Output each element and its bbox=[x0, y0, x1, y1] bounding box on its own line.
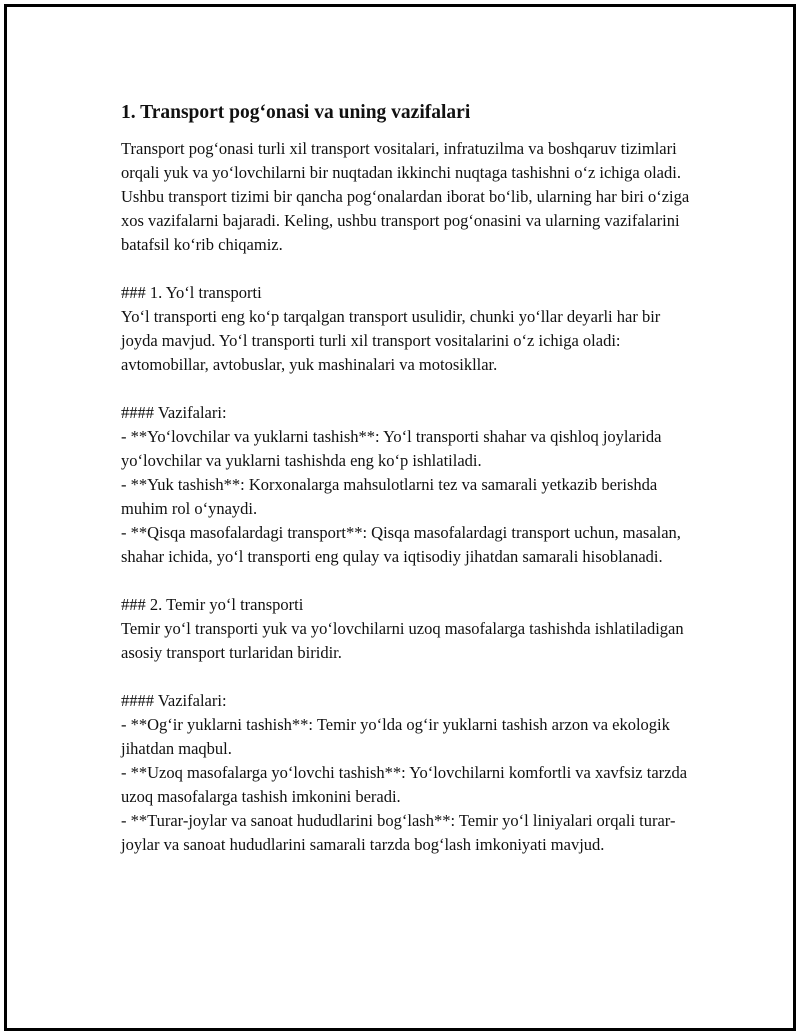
section-road-tasks bbox=[121, 401, 695, 569]
list-item: - **Yo‘lovchilar va yuklarni tashish**: Yo‘l transporti shahar va qishloq joylarida yo‘lovchilar va yuklarni tashishda eng ko‘p ishlatiladi. bbox=[121, 427, 662, 470]
document-body bbox=[121, 99, 695, 881]
section-heading: ### 2. Temir yo‘l transporti bbox=[121, 595, 304, 614]
list-item: - **Uzoq masofalarga yo‘lovchi tashish**: Yo‘lovchilarni komfortli va xavfsiz tarzda uzoq masofalarga tashish imkonini beradi. bbox=[121, 763, 688, 806]
list-item: - **Turar-joylar va sanoat hududlarini bog‘lash**: Temir yo‘l liniyalari orqali turar-joylar va sanoat hududlarini samarali tarzda bog‘lash imkoniyati mavjud. bbox=[121, 811, 676, 854]
document-title: 1. Transport pog‘onasi va uning vazifalari bbox=[121, 102, 471, 123]
list-item: - **Qisqa masofalardagi transport**: Qisqa masofalardagi transport uchun, masalan, shahar ichida, yo‘l transporti eng qulay va iqtisodiy jihatdan samarali hisoblanadi. bbox=[121, 523, 681, 566]
section-paragraph: Yo‘l transporti eng ko‘p tarqalgan transport usulidir, chunki yo‘llar deyarli har bir joyda mavjud. Yo‘l transporti turli xil transport vositalarini o‘z ichiga oladi: avtomobillar, avtobuslar, yuk mashinalari va motosikllar. bbox=[121, 307, 661, 374]
section-rail-tasks bbox=[121, 689, 695, 857]
page-frame bbox=[4, 4, 796, 1031]
list-item: - **Yuk tashish**: Korxonalarga mahsulotlarni tez va samarali yetkazib berishda muhim rol o‘ynaydi. bbox=[121, 475, 658, 518]
section-rail-transport bbox=[121, 593, 695, 665]
subsection-heading: #### Vazifalari: bbox=[121, 691, 227, 710]
list-item: - **Og‘ir yuklarni tashish**: Temir yo‘lda og‘ir yuklarni tashish arzon va ekologik jihatdan maqbul. bbox=[121, 715, 670, 758]
section-road-transport bbox=[121, 281, 695, 377]
subsection-heading: #### Vazifalari: bbox=[121, 403, 227, 422]
intro-paragraph: Transport pog‘onasi turli xil transport vositalari, infratuzilma va boshqaruv tizimlari orqali yuk va yo‘lovchilarni bir nuqtadan ikkinchi nuqtaga tashishni o‘z ichiga oladi. Ushbu transport tizimi bir qancha pog‘onalardan iborat bo‘lib, ularning har biri o‘ziga xos vazifalarni bajaradi. Keling, ushbu transport pog‘onasini va ularning vazifalarini batafsil ko‘rib chiqamiz. bbox=[121, 139, 690, 254]
section-heading: ### 1. Yo‘l transporti bbox=[121, 283, 262, 302]
section-paragraph: Temir yo‘l transporti yuk va yo‘lovchilarni uzoq masofalarga tashishda ishlatiladigan asosiy transport turlaridan biridir. bbox=[121, 619, 684, 662]
